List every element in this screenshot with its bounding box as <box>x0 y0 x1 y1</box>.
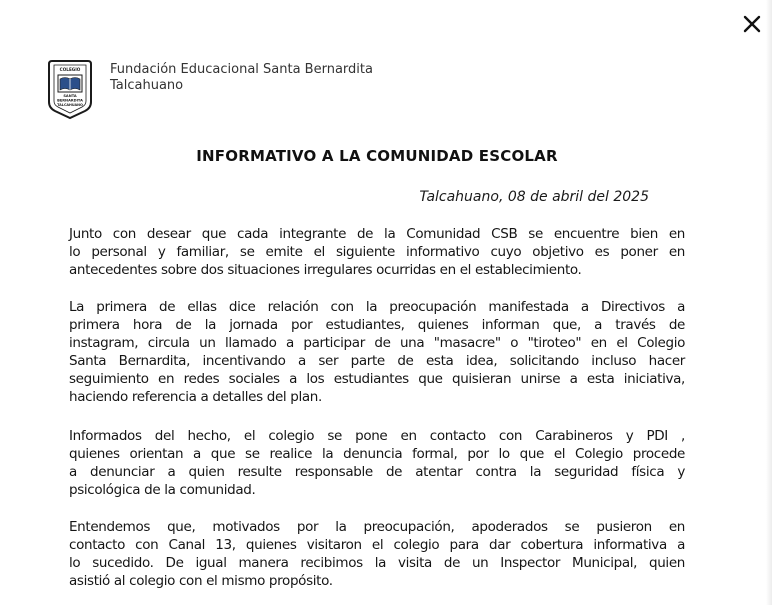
paragraph-line: Informados del hecho, el colegio se pone en contacto con Carabineros y PDI , <box>69 428 685 444</box>
paragraph-line: La primera de ellas dice relación con la preocupación manifestada a Directivos a <box>69 299 685 315</box>
paragraph-line: Santa Bernardita, incentivando a ser parte de esta idea, solicitando incluso hacer <box>69 353 685 369</box>
paragraph-4 <box>69 518 685 590</box>
paragraph-line: primera hora de la jornada por estudiantes, quienes informan que, a través de <box>69 317 685 333</box>
logo-text-3: BERNARDITA <box>57 98 83 103</box>
document-title: INFORMATIVO A LA COMUNIDAD ESCOLAR <box>196 147 558 165</box>
paragraph-2 <box>69 298 685 406</box>
paragraph-line: haciendo referencia a detalles del plan. <box>69 389 322 405</box>
paragraph-line: lo sucedido. De igual manera recibimos la visita de un Inspector Municipal, quien <box>69 555 685 571</box>
logo-text-1: COLEGIO <box>59 67 81 72</box>
paragraph-line: lo personal y familiar, se emite el siguiente informativo cuyo objetivo es poner en <box>69 244 685 260</box>
document-date: Talcahuano, 08 de abril del 2025 <box>419 189 649 205</box>
paragraph-line: contacto con Canal 13, quienes visitaron el colegio para dar cobertura informativa a <box>69 537 685 553</box>
organization-header <box>110 62 373 94</box>
organization-name: Fundación Educacional Santa Bernardita <box>110 62 373 77</box>
logo-text-4: TALCAHUANO <box>57 103 83 107</box>
paragraph-line: psicológica de la comunidad. <box>69 482 256 498</box>
logo-text-2: SANTA <box>63 94 77 98</box>
paragraph-line: Entendemos que, motivados por la preocupación, apoderados se pusieron en <box>69 519 685 535</box>
page-edge-shadow <box>766 0 772 605</box>
close-icon <box>740 12 764 36</box>
paragraph-line: instagram, circula un llamado a participar de una "masacre" o "tiroteo" en el Colegio <box>69 335 685 351</box>
paragraph-line: antecedentes sobre dos situaciones irregulares ocurridas en el establecimiento. <box>69 262 582 278</box>
paragraph-line: seguimiento en redes sociales a los estudiantes que quisieran unirse a esta iniciativa, <box>69 371 685 387</box>
organization-city: Talcahuano <box>110 78 184 93</box>
paragraph-line: asistió al colegio con el mismo propósito. <box>69 573 333 589</box>
close-button[interactable] <box>740 12 764 36</box>
paragraph-3 <box>69 427 685 499</box>
paragraph-1 <box>69 225 685 279</box>
paragraph-line: quienes orientan a que se realice la denuncia formal, por lo que el Colegio procede <box>69 446 685 462</box>
paragraph-line: a denunciar a quien resulte responsable de atentar contra la seguridad física y <box>69 464 685 480</box>
paragraph-line: Junto con desear que cada integrante de la Comunidad CSB se encuentre bien en <box>69 226 685 242</box>
school-crest-logo <box>47 58 93 120</box>
